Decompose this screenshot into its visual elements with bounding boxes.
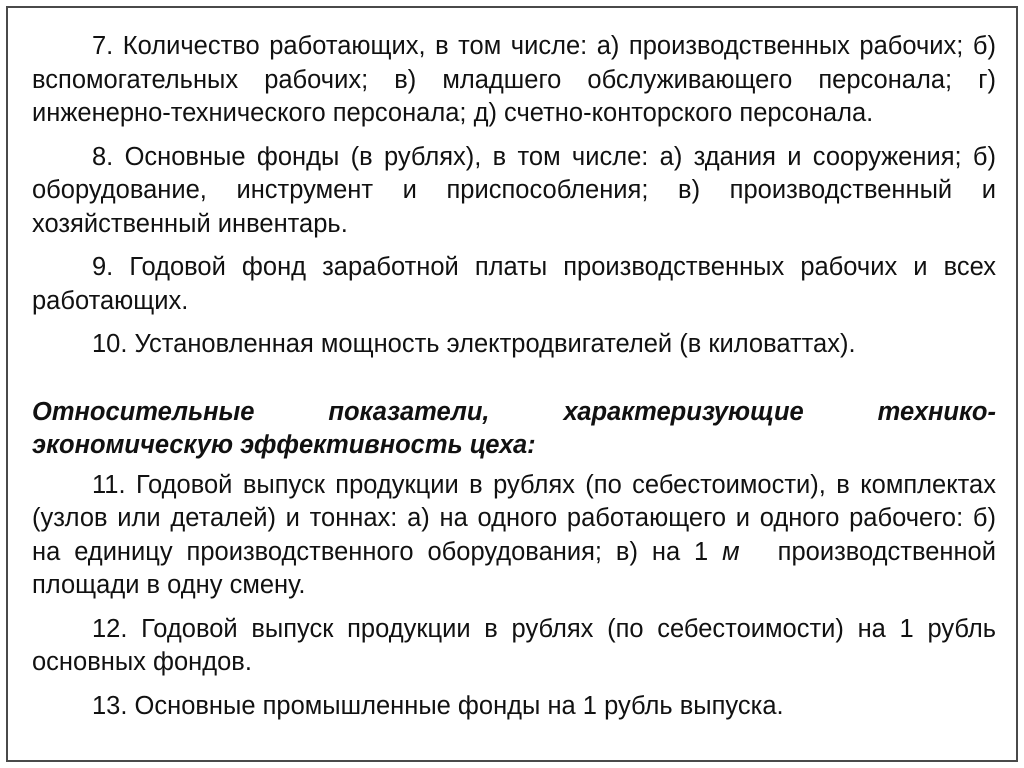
list-item-11-text: 11. Годовой выпуск продукции в рублях (по себестоимости), в комплектах (узлов или деталей) и тоннах: а) на одного работающего и одного рабочего: б) на единицу производственного оборудования; в) на 1 (32, 470, 996, 566)
list-item-11 (32, 469, 996, 603)
list-item-7: 7. Количество работающих, в том числе: а) производственных рабочих; б) вспомогательных рабочих; в) младшего обслуживающего персонала; г) инженерно-технического персонала; д) счетно-конторского персонала. (32, 32, 996, 127)
slide-content (32, 30, 996, 733)
list-item-9: 9. Годовой фонд заработной платы производственных рабочих и всех работающих. (32, 253, 996, 315)
list-item-12: 12. Годовой выпуск продукции в рублях (по себестоимости) на 1 рубль основных фондов. (32, 614, 996, 676)
section-heading: Относительные показатели, характеризующие технико-экономическую эффективность цеха: (32, 397, 996, 459)
list-item-13: 13. Основные промышленные фонды на 1 рубль выпуска. (92, 691, 784, 720)
unit-symbol: м (722, 537, 740, 566)
list-item-11-rest: производственной площади в одну смену. (32, 537, 996, 599)
slide-frame (6, 6, 1018, 762)
list-item-8: 8. Основные фонды (в рублях), в том числе: а) здания и сооружения; б) оборудование, инструмент и приспособления; в) производственный и хозяйственный инвентарь. (32, 142, 996, 238)
list-item-10: 10. Установленная мощность электродвигателей (в киловаттах). (92, 330, 856, 358)
